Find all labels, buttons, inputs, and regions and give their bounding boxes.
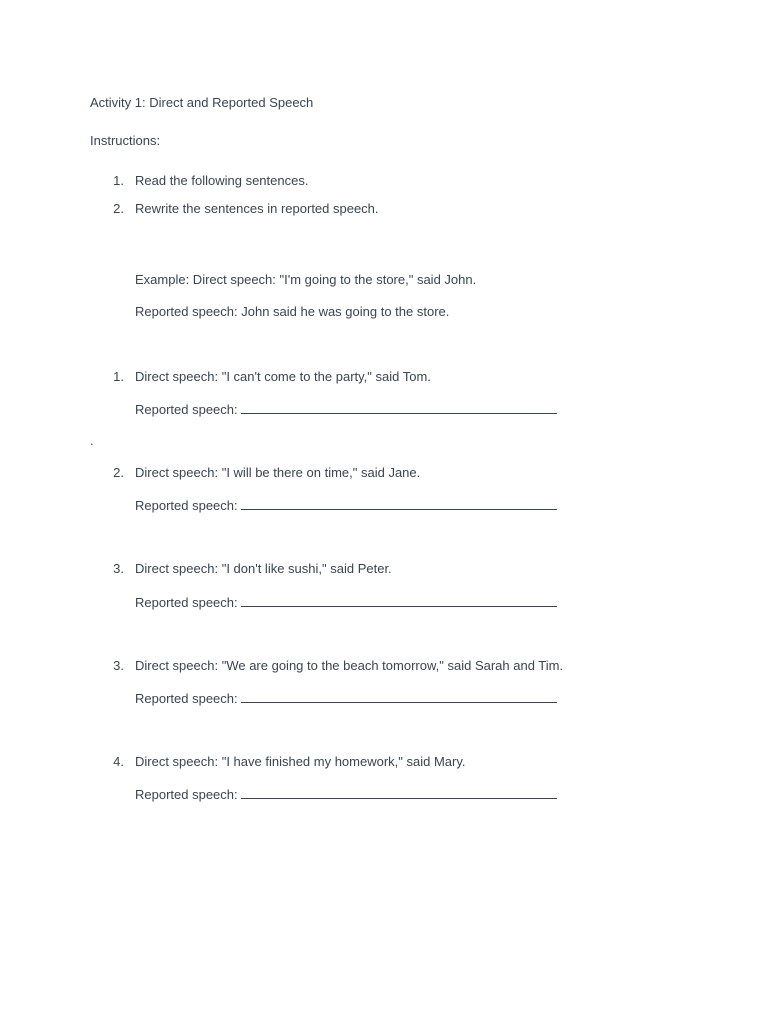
instructions-heading: Instructions: (90, 133, 161, 148)
answer-blank[interactable] (241, 401, 557, 414)
instruction-number: 1. (113, 173, 124, 188)
reported-speech-label: Reported speech: (135, 787, 238, 802)
example-reported-speech: Reported speech: John said he was going to the store. (135, 304, 450, 319)
answer-blank[interactable] (241, 594, 557, 607)
reported-speech-row (135, 401, 557, 418)
reported-speech-row (135, 594, 557, 611)
reported-speech-row (135, 786, 557, 803)
exercise-direct-speech: Direct speech: "We are going to the beach tomorrow," said Sarah and Tim. (135, 658, 564, 673)
exercise-direct-speech: Direct speech: "I have finished my homework," said Mary. (135, 754, 466, 769)
exercise-number: 2. (113, 465, 124, 480)
activity-title: Activity 1: Direct and Reported Speech (90, 95, 314, 110)
answer-blank[interactable] (241, 786, 557, 799)
reported-speech-label: Reported speech: (135, 691, 238, 706)
reported-speech-label: Reported speech: (135, 595, 238, 610)
answer-blank[interactable] (241, 690, 557, 703)
reported-speech-label: Reported speech: (135, 402, 238, 417)
example-direct-speech: Example: Direct speech: "I'm going to the store," said John. (135, 272, 477, 287)
exercise-number: 3. (113, 561, 124, 576)
instruction-number: 2. (113, 201, 124, 216)
exercise-number: 4. (113, 754, 124, 769)
exercise-direct-speech: Direct speech: "I don't like sushi," said Peter. (135, 561, 392, 576)
exercise-direct-speech: Direct speech: "I can't come to the party," said Tom. (135, 369, 431, 384)
instruction-text: Read the following sentences. (135, 173, 309, 188)
reported-speech-label: Reported speech: (135, 498, 238, 513)
instruction-text: Rewrite the sentences in reported speech. (135, 201, 379, 216)
reported-speech-row (135, 497, 557, 514)
exercise-number: 3. (113, 658, 124, 673)
answer-blank[interactable] (241, 497, 557, 510)
stray-period: . (90, 433, 94, 448)
exercise-direct-speech: Direct speech: "I will be there on time," said Jane. (135, 465, 421, 480)
exercise-number: 1. (113, 369, 124, 384)
reported-speech-row (135, 690, 557, 707)
